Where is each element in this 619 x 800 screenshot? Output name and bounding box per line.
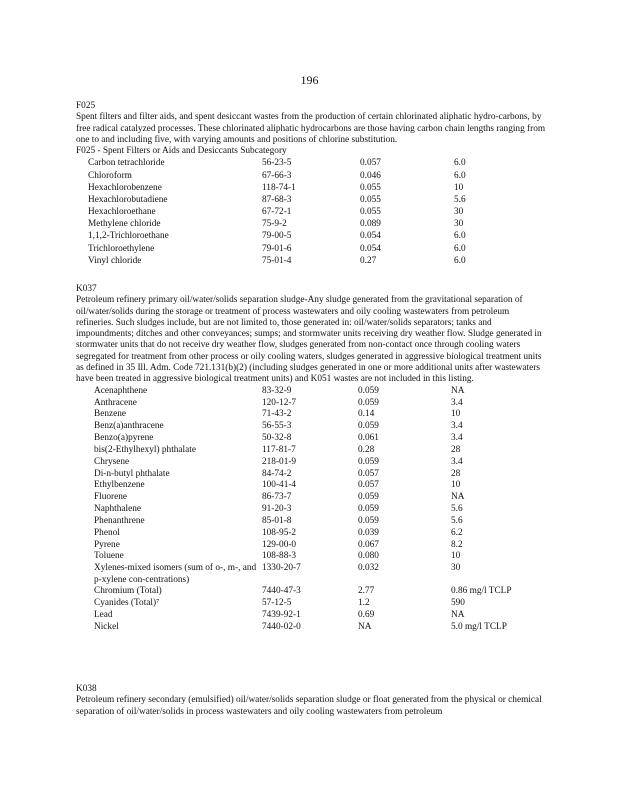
table-row [76,218,466,230]
wastewater-standard: 0.055 [360,207,381,218]
cas-number: 117-81-7 [262,444,296,455]
table-row [76,563,512,586]
nonwastewater-standard: 30 [454,207,464,218]
table-row [76,492,512,504]
constituent-name: Trichloroethylene [88,243,155,254]
table-row [76,433,512,445]
wastewater-standard: 0.061 [358,433,379,444]
cas-number: 75-01-4 [262,255,292,266]
table-row [76,516,512,528]
constituent-name: Naphthalene [94,504,141,515]
nonwastewater-standard: 28 [451,468,461,479]
table-row [76,206,466,218]
page-number: 196 [300,73,319,87]
table-row [76,551,512,563]
wastewater-standard: 0.067 [358,539,379,550]
cas-number: 129-00-0 [262,539,297,550]
constituent-name: Benzene [94,409,127,420]
section-k038 [76,684,546,718]
constituent-name: Phenanthrene [94,515,145,526]
f025-subcategory: F025 - Spent Filters or Aids and Desiccants Subcategory [76,146,287,157]
constituent-name: Ethylbenzene [94,480,145,491]
constituent-name: Vinyl chloride [88,255,142,266]
table-row [76,457,512,469]
nonwastewater-standard: 3.4 [451,397,463,408]
wastewater-standard: NA [358,621,372,632]
nonwastewater-standard: 5.6 [451,515,463,526]
table-row [76,386,512,398]
constituent-name: bis(2-Ethylhexyl) phthalate [94,444,196,455]
wastewater-standard: 0.055 [360,194,381,205]
cas-number: 7440-02-0 [262,621,301,632]
cas-number: 56-23-5 [262,158,292,169]
table-row [76,622,512,634]
constituent-name: Hexachloroethane [88,207,156,218]
wastewater-standard: 0.059 [358,421,379,432]
cas-number: 108-88-3 [262,551,297,562]
cas-number: 118-74-1 [262,182,296,193]
nonwastewater-standard: 3.4 [451,421,463,432]
table-row [76,230,466,242]
wastewater-standard: 2.77 [358,586,375,597]
table-row [76,540,512,552]
nonwastewater-standard: 6.0 [454,158,466,169]
cas-number: 108-95-2 [262,527,297,538]
constituent-name: Hexachlorobenzene [88,182,162,193]
table-row [76,469,512,481]
wastewater-standard: 0.046 [360,170,381,181]
wastewater-standard: 0.055 [360,182,381,193]
cas-number: 85-01-8 [262,515,292,526]
wastewater-standard: 0.059 [358,397,379,408]
table-row [76,586,512,598]
nonwastewater-standard: NA [451,609,465,620]
constituent-name: Hexachlorobutadiene [88,194,168,205]
nonwastewater-standard: 6.0 [454,243,466,254]
wastewater-standard: 0.054 [360,243,381,254]
constituent-name: Phenol [94,527,120,538]
constituent-name: Chromium (Total) [94,586,162,597]
table-row [76,157,466,169]
constituent-name: Pyrene [94,539,120,550]
nonwastewater-standard: 10 [451,409,461,420]
wastewater-standard: 0.057 [358,468,379,479]
wastewater-standard: 0.057 [360,158,381,169]
cas-number: 79-00-5 [262,231,292,242]
wastewater-standard: 0.27 [360,255,377,266]
nonwastewater-standard: 590 [451,597,465,608]
nonwastewater-standard: 10 [451,480,461,491]
nonwastewater-standard: 0.86 mg/l TCLP [451,586,512,597]
constituent-name: Cyanides (Total)⁷ [94,597,160,608]
nonwastewater-standard: 28 [451,444,461,455]
table-row [76,528,512,540]
cas-number: 86-73-7 [262,492,292,503]
table-row [76,182,466,194]
wastewater-standard: 0.080 [358,551,379,562]
wastewater-standard: 0.059 [358,504,379,515]
table-row [76,398,512,410]
constituent-name: Benz(a)anthracene [94,421,164,432]
table-row [76,480,512,492]
cas-number: 57-12-5 [262,597,292,608]
table-row [76,409,512,421]
f025-description: Spent filters and filter aids, and spent desiccant wastes from the production of certain chlorinated aliphatic hydro-carbons, by free radical catalyzed processes. These chlorinated aliphatic hydrocarbons are those having carbon chain lengths ranging from one to and including five, with varying amounts and positions of chlorine substitution. [76,112,546,145]
cas-number: 91-20-3 [262,504,292,515]
nonwastewater-standard: 5.6 [454,194,466,205]
nonwastewater-standard: 6.0 [454,255,466,266]
wastewater-standard: 0.059 [358,515,379,526]
constituent-name: 1,1,2-Trichloroethane [88,231,169,242]
wastewater-standard: 0.28 [358,444,375,455]
cas-number: 67-72-1 [262,207,292,218]
nonwastewater-standard: 6.0 [454,170,466,181]
cas-number: 79-01-6 [262,243,292,254]
section-f025 [76,101,546,267]
table-row [76,610,512,622]
cas-number: 1330-20-7 [262,563,301,574]
constituent-name: Methylene chloride [88,219,161,230]
k038-description: Petroleum refinery secondary (emulsified) oil/water/solids separation sludge or float generated from the physical or chemical separation of oil/water/solids in process wastewaters and oily cooling wastewaters from petroleum [76,695,542,717]
cas-number: 50-32-8 [262,433,292,444]
wastewater-standard: 0.059 [358,385,379,396]
constituent-name: Chloroform [88,170,132,181]
constituent-name: Acenaphthene [94,385,148,396]
nonwastewater-standard: 30 [451,563,461,574]
constituent-name: Di-n-butyl phthalate [94,468,170,479]
constituent-name: Fluorene [94,492,128,503]
waste-code-k038: K038 [76,684,97,694]
table-row [76,598,512,610]
nonwastewater-standard: NA [451,385,465,396]
nonwastewater-standard: 30 [454,219,464,230]
nonwastewater-standard: NA [451,492,465,503]
constituent-name: Carbon tetrachloride [88,158,165,169]
constituent-name: Xylenes-mixed isomers (sum of o-, m-, and p-xylene con-centrations) [94,563,257,585]
cas-number: 87-68-3 [262,194,292,205]
wastewater-standard: 0.054 [360,231,381,242]
wastewater-standard: 0.032 [358,563,379,574]
cas-number: 83-32-9 [262,385,292,396]
constituent-name: Anthracene [94,397,137,408]
cas-number: 218-01-9 [262,456,297,467]
nonwastewater-standard: 3.4 [451,433,463,444]
table-row [76,445,512,457]
wastewater-standard: 0.089 [360,219,381,230]
nonwastewater-standard: 8.2 [451,539,463,550]
cas-number: 71-43-2 [262,409,292,420]
constituent-name: Toluene [94,551,124,562]
wastewater-standard: 0.14 [358,409,375,420]
nonwastewater-standard: 5.6 [451,504,463,515]
wastewater-standard: 0.059 [358,492,379,503]
cas-number: 84-74-2 [262,468,292,479]
nonwastewater-standard: 5.0 mg/l TCLP [451,621,507,632]
nonwastewater-standard: 3.4 [451,456,463,467]
constituent-name: Benzo(a)pyrene [94,433,154,444]
constituent-name: Lead [94,609,113,620]
waste-code-f025: F025 [76,101,96,111]
section-k037 [76,284,546,634]
cas-number: 7440-47-3 [262,586,301,597]
wastewater-standard: 0.69 [358,609,375,620]
wastewater-standard: 0.039 [358,527,379,538]
table-row [76,243,466,255]
cas-number: 56-55-3 [262,421,292,432]
table-row [76,504,512,516]
wastewater-standard: 0.057 [358,480,379,491]
nonwastewater-standard: 6.2 [451,527,463,538]
cas-number: 120-12-7 [262,397,297,408]
table-row [76,421,512,433]
constituent-name: Nickel [94,621,119,632]
constituent-name: Chrysene [94,456,130,467]
k037-description: Petroleum refinery primary oil/water/solids separation sludge-Any sludge generated from the gravitational separation of oil/water/solids during the storage or treatment of process wastewaters and oily cooling wastewaters from petroleum refineries. Such sludges include, but are not limited to, those generated in: oil/water/solids separators; tanks and impoundments; ditches and other conveyances; sumps; and stormwater units receiving dry weather flow. Sludge generated in stormwater units that do not receive dry weather flow, sludges generated from non-contact once through cooling waters segregated for treatment from other process or oily cooling waters, sludges generated in aggressive biological treatment units as defined in 35 Ill. Adm. Code 721.131(b)(2) (including sludges generated in one or more additional units after wastewaters have been treated in aggressive biological treatment units) and K051 wastes are not included in this listing. [76,295,542,385]
table-row [76,255,466,267]
nonwastewater-standard: 6.0 [454,231,466,242]
cas-number: 7439-92-1 [262,609,301,620]
cas-number: 75-9-2 [262,219,287,230]
waste-code-k037: K037 [76,284,97,294]
table-row [76,170,466,182]
nonwastewater-standard: 10 [454,182,464,193]
table-row [76,194,466,206]
k037-constituent-table [76,386,512,634]
wastewater-standard: 0.059 [358,456,379,467]
f025-constituent-table [76,157,466,266]
wastewater-standard: 1.2 [358,597,370,608]
nonwastewater-standard: 10 [451,551,461,562]
cas-number: 67-66-3 [262,170,292,181]
cas-number: 100-41-4 [262,480,297,491]
